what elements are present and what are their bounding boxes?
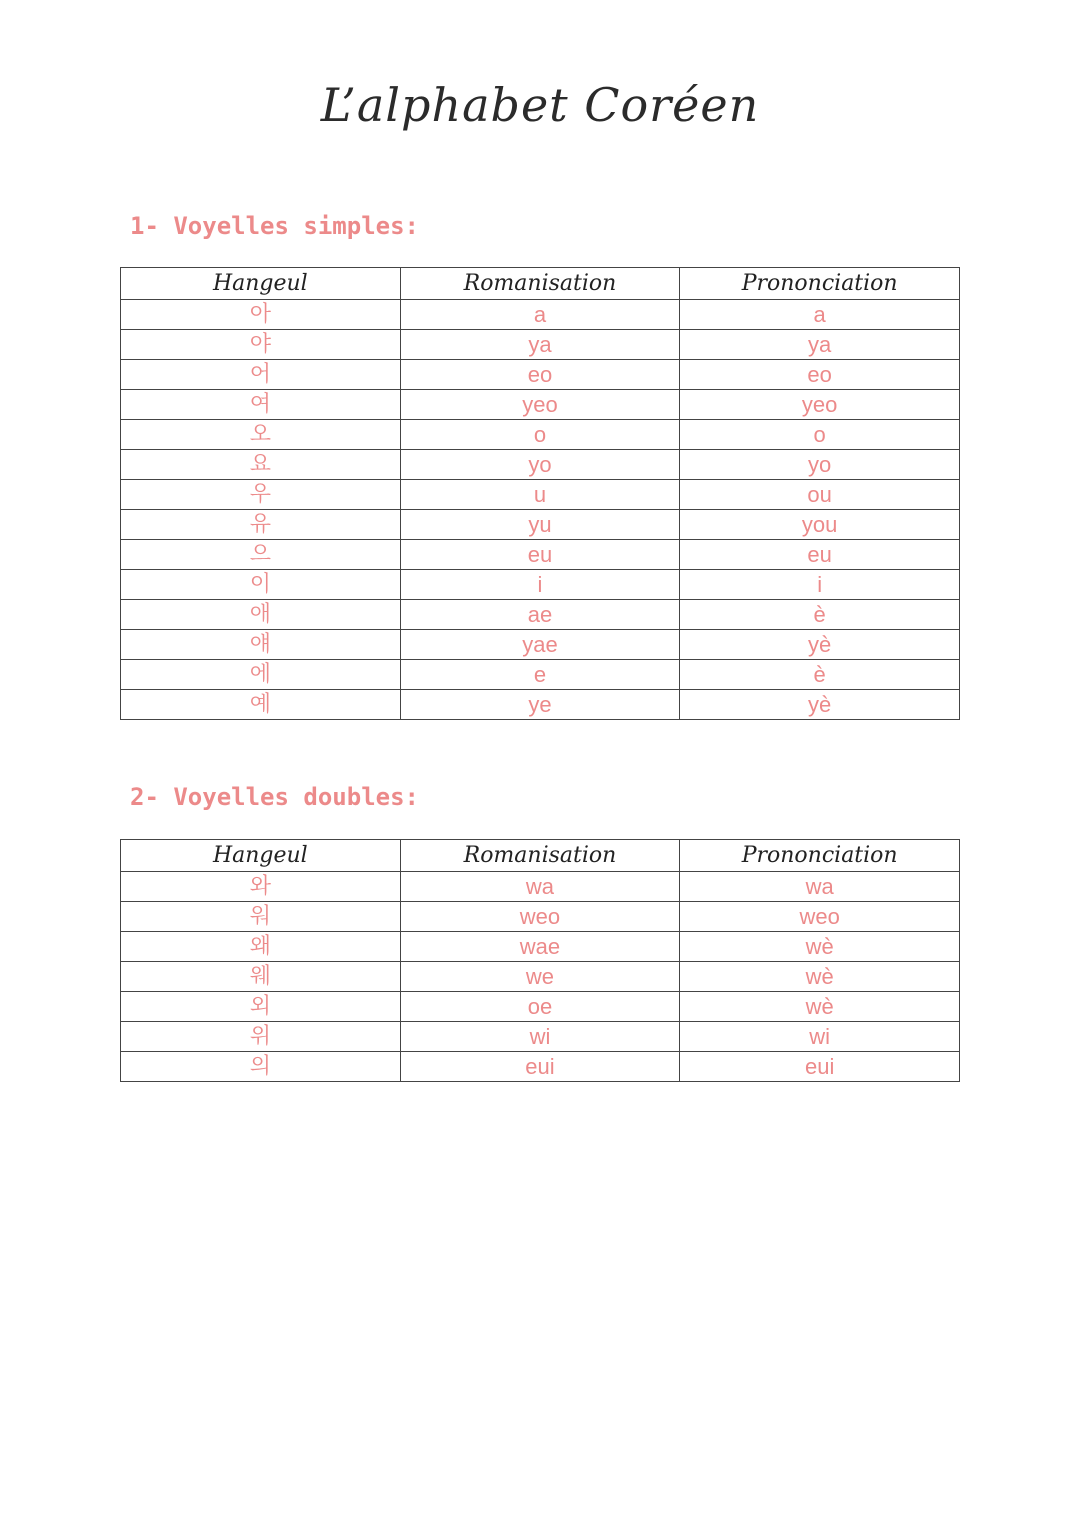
romanisation-cell: yae (400, 630, 680, 660)
prononciation-cell: è (680, 660, 960, 690)
hangeul-cell: 웨 (121, 962, 401, 992)
romanisation-cell: oe (400, 992, 680, 1022)
table-row (121, 932, 960, 962)
column-header-hangeul: Hangeul (121, 268, 401, 300)
prononciation-cell: yè (680, 630, 960, 660)
romanisation-cell: ae (400, 600, 680, 630)
section-heading-double-vowels: 2- Voyelles doubles: (130, 783, 419, 811)
hangeul-cell: 위 (121, 1022, 401, 1052)
hangeul-cell: 유 (121, 510, 401, 540)
romanisation-cell: eo (400, 360, 680, 390)
prononciation-cell: eu (680, 540, 960, 570)
romanisation-cell: wi (400, 1022, 680, 1052)
hangeul-cell: 예 (121, 690, 401, 720)
section-heading-simple-vowels: 1- Voyelles simples: (130, 212, 419, 240)
prononciation-cell: eui (680, 1052, 960, 1082)
prononciation-cell: yè (680, 690, 960, 720)
table-row (121, 510, 960, 540)
prononciation-cell: yeo (680, 390, 960, 420)
hangeul-cell: 왜 (121, 932, 401, 962)
romanisation-cell: e (400, 660, 680, 690)
table-row (121, 300, 960, 330)
prononciation-cell: ya (680, 330, 960, 360)
romanisation-cell: o (400, 420, 680, 450)
romanisation-cell: ya (400, 330, 680, 360)
table-row (121, 390, 960, 420)
table-row (121, 480, 960, 510)
hangeul-cell: 에 (121, 660, 401, 690)
romanisation-cell: wae (400, 932, 680, 962)
table-row (121, 962, 960, 992)
table-row (121, 330, 960, 360)
romanisation-cell: eui (400, 1052, 680, 1082)
hangeul-cell: 야 (121, 330, 401, 360)
romanisation-cell: a (400, 300, 680, 330)
table-row (121, 992, 960, 1022)
romanisation-cell: weo (400, 902, 680, 932)
prononciation-cell: a (680, 300, 960, 330)
table-row (121, 360, 960, 390)
prononciation-cell: eo (680, 360, 960, 390)
hangeul-cell: 요 (121, 450, 401, 480)
hangeul-cell: 애 (121, 600, 401, 630)
table-row (121, 600, 960, 630)
page-title: L’alphabet Coréen (320, 78, 760, 132)
hangeul-cell: 오 (121, 420, 401, 450)
prononciation-cell: ou (680, 480, 960, 510)
romanisation-cell: i (400, 570, 680, 600)
hangeul-cell: 아 (121, 300, 401, 330)
hangeul-cell: 얘 (121, 630, 401, 660)
romanisation-cell: u (400, 480, 680, 510)
column-header-romanisation: Romanisation (400, 268, 680, 300)
column-header-prononciation: Prononciation (680, 840, 960, 872)
column-header-romanisation: Romanisation (400, 840, 680, 872)
hangeul-cell: 이 (121, 570, 401, 600)
table-header-row (121, 268, 960, 300)
romanisation-cell: ye (400, 690, 680, 720)
romanisation-cell: we (400, 962, 680, 992)
prononciation-cell: è (680, 600, 960, 630)
prononciation-cell: you (680, 510, 960, 540)
prononciation-cell: wa (680, 872, 960, 902)
column-header-prononciation: Prononciation (680, 268, 960, 300)
prononciation-cell: yo (680, 450, 960, 480)
table-row (121, 540, 960, 570)
double-vowels-table (120, 839, 960, 1082)
hangeul-cell: 우 (121, 480, 401, 510)
hangeul-cell: 의 (121, 1052, 401, 1082)
hangeul-cell: 워 (121, 902, 401, 932)
prononciation-cell: wè (680, 962, 960, 992)
prononciation-cell: wè (680, 992, 960, 1022)
table-row (121, 420, 960, 450)
table-row (121, 902, 960, 932)
table-row (121, 1022, 960, 1052)
table-row (121, 1052, 960, 1082)
table-row (121, 660, 960, 690)
table-row (121, 570, 960, 600)
romanisation-cell: yeo (400, 390, 680, 420)
table-row (121, 450, 960, 480)
prononciation-cell: wi (680, 1022, 960, 1052)
table-header-row (121, 840, 960, 872)
hangeul-cell: 외 (121, 992, 401, 1022)
prononciation-cell: wè (680, 932, 960, 962)
romanisation-cell: eu (400, 540, 680, 570)
table-row (121, 630, 960, 660)
column-header-hangeul: Hangeul (121, 840, 401, 872)
romanisation-cell: yo (400, 450, 680, 480)
hangeul-cell: 여 (121, 390, 401, 420)
prononciation-cell: i (680, 570, 960, 600)
hangeul-cell: 으 (121, 540, 401, 570)
prononciation-cell: o (680, 420, 960, 450)
table-row (121, 690, 960, 720)
simple-vowels-table (120, 267, 960, 720)
hangeul-cell: 와 (121, 872, 401, 902)
romanisation-cell: yu (400, 510, 680, 540)
table-row (121, 872, 960, 902)
romanisation-cell: wa (400, 872, 680, 902)
prononciation-cell: weo (680, 902, 960, 932)
hangeul-cell: 어 (121, 360, 401, 390)
